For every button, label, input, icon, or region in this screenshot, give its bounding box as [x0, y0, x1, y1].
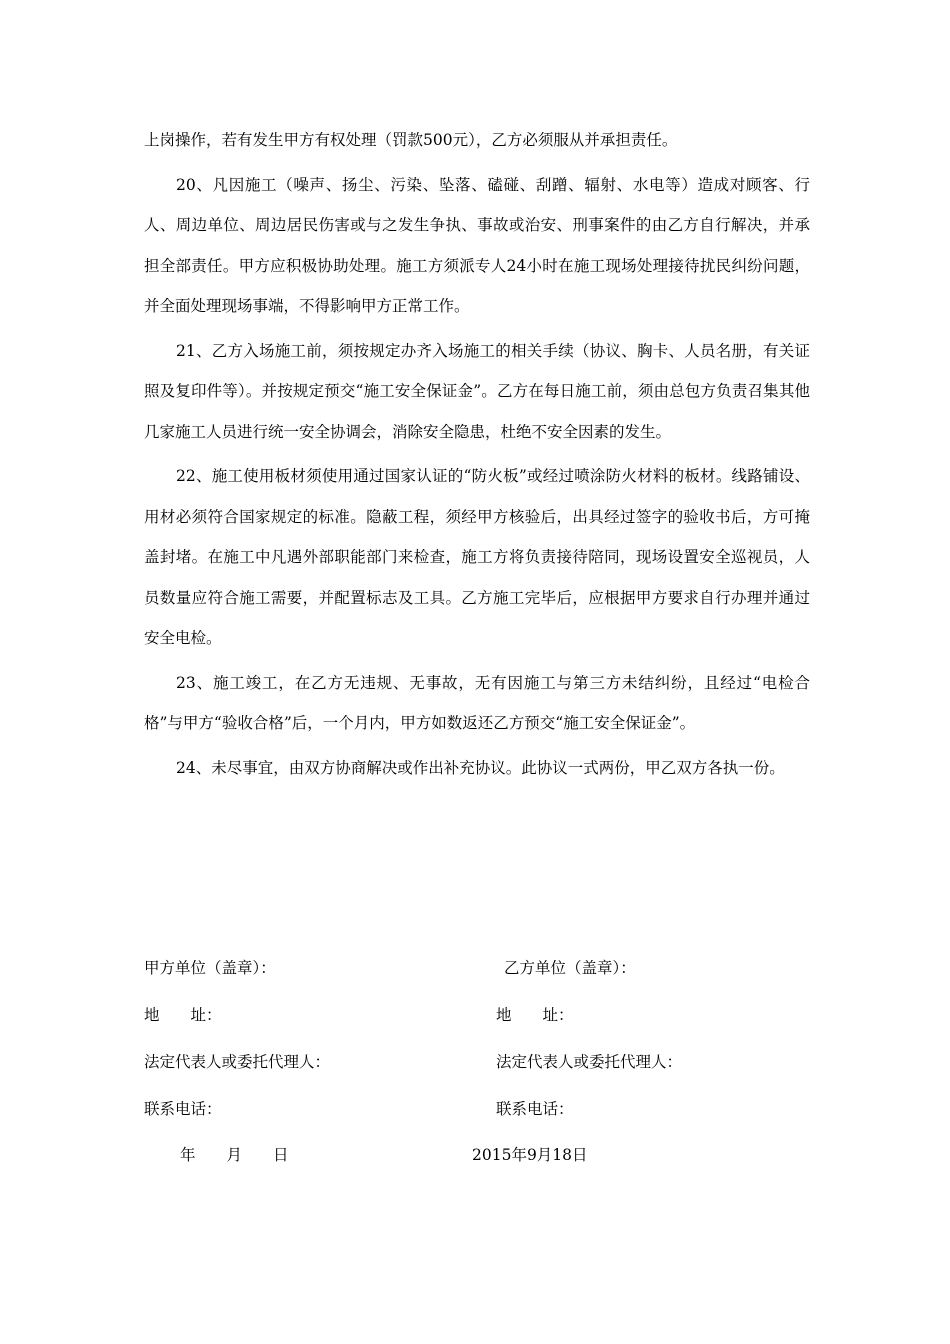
party-b-representative: 法定代表人或委托代理人：	[496, 1053, 683, 1071]
party-b-unit: 乙方单位（盖章）：	[504, 959, 636, 977]
clause-23: 23、施工竣工，在乙方无违规、无事故，无有因施工与第三方未结纠纷，且经过“电检合格”与甲方“验收合格”后，一个月内，甲方如数返还乙方预交“施工安全保证金”。	[144, 673, 810, 732]
clause-21: 21、乙方入场施工前，须按规定办齐入场施工的相关手续（协议、胸卡、人员名册，有关证照及复印件等）。并按规定预交“施工安全保证金”。乙方在每日施工前，须由总包方负责召集其他几家施工人员进行统一安全协调会，消除安全隐患，杜绝不安全因素的发生。	[144, 341, 810, 441]
party-a-phone: 联系电话：	[144, 1100, 222, 1118]
party-b-phone: 联系电话：	[496, 1100, 574, 1118]
party-a-address: 地 址：	[144, 1006, 222, 1024]
party-a-unit: 甲方单位（盖章）：	[144, 959, 276, 977]
clause-22: 22、施工使用板材须使用通过国家认证的“防火板”或经过喷涂防火材料的板材。线路铺设、用材必须符合国家规定的标准。隐蔽工程，须经甲方核验后，出具经过签字的验收书后，方可掩盖封堵。在施工中凡遇外部职能部门来检查，施工方将负责接待陪同，现场设置安全巡视员，人员数量应符合施工需要，并配置标志及工具。乙方施工完毕后，应根据甲方要求自行办理并通过安全电检。	[144, 467, 810, 647]
party-a-representative: 法定代表人或委托代理人：	[144, 1053, 331, 1071]
agreement-body	[144, 120, 810, 792]
clause-20: 20、凡因施工（噪声、扬尘、污染、坠落、磕碰、刮蹭、辐射、水电等）造成对顾客、行人、周边单位、周边居民伤害或与之发生争执、事故或治安、刑事案件的由乙方自行解决，并承担全部责任。甲方应积极协助处理。施工方须派专人24小时在施工现场处理接待扰民纠纷问题，并全面处理现场事端，不得影响甲方正常工作。	[144, 175, 810, 315]
party-b-date: 2015年9月18日	[472, 1146, 588, 1164]
party-b-address: 地 址：	[496, 1006, 574, 1024]
clause-24: 24、未尽事宜，由双方协商解决或作出补充协议。此协议一式两份，甲乙双方各执一份。	[176, 758, 785, 777]
paragraph-continuation: 上岗操作，若有发生甲方有权处理（罚款500元），乙方必须服从并承担责任。	[144, 131, 678, 149]
party-a-date: 年 月 日	[180, 1146, 289, 1164]
